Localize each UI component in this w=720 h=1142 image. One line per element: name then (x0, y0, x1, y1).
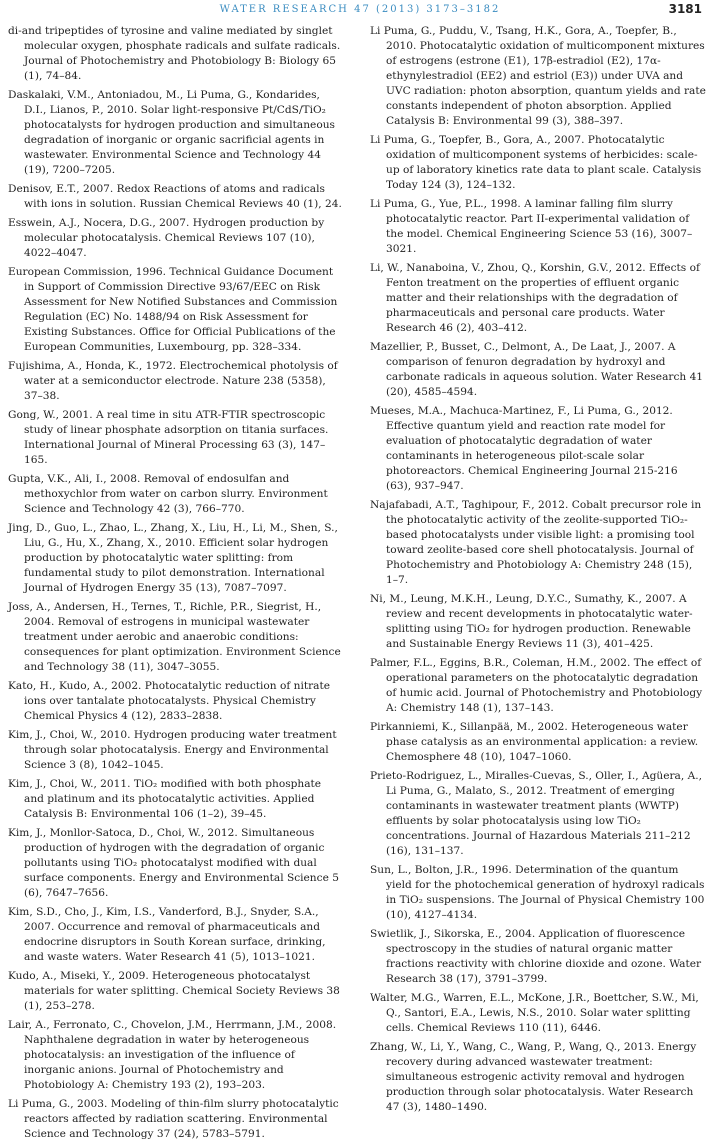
reference-entry: Ni, M., Leung, M.K.H., Leung, D.Y.C., Sumathy, K., 2007. A review and recent developments in photocatalytic water-splitting using TiO₂ for hydrogen production. Renewable and Sustainable Energy Reviews 11 (3), 401–425. (370, 593, 693, 650)
reference-entry: Walter, M.G., Warren, E.L., McKone, J.R., Boettcher, S.W., Mi, Q., Santori, E.A., Lewis, N.S., 2010. Solar water splitting cells. Chemical Reviews 110 (11), 6446. (370, 992, 699, 1034)
reference-entry: Li Puma, G., Yue, P.L., 1998. A laminar falling film slurry photocatalytic reactor. Part II-experimental validation of the model. Chemical Engineering Science 53 (16), 3007–3021. (370, 198, 693, 255)
reference-entry: Denisov, E.T., 2007. Redox Reactions of atoms and radicals with ions in solution. Russian Chemical Reviews 40 (1), 24. (8, 183, 342, 210)
reference-entry: Kim, J., Monllor-Satoca, D., Choi, W., 2012. Simultaneous production of hydrogen with the degradation of organic pollutants using TiO₂ photocatalyst modified with dual surface components. Energy and Environmental Science 5 (6), 7647–7656. (8, 827, 339, 899)
reference-entry: Zhang, W., Li, Y., Wang, C., Wang, P., Wang, Q., 2013. Energy recovery during advanced wastewater treatment: simultaneous estrogenic activity removal and hydrogen production through solar photocatalysis. Water Research 47 (3), 1480–1490. (370, 1041, 697, 1113)
reference-entry: Mazellier, P., Busset, C., Delmont, A., De Laat, J., 2007. A comparison of fenuron degradation by hydroxyl and carbonate radicals in aqueous solution. Water Research 41 (20), 4585–4594. (370, 341, 704, 398)
reference-entry: Gong, W., 2001. A real time in situ ATR-FTIR spectroscopic study of linear phosphate adsorption on titania surfaces. International Journal of Mineral Processing 63 (3), 147–165. (8, 409, 329, 466)
reference-entry: Jing, D., Guo, L., Zhao, L., Zhang, X., Liu, H., Li, M., Shen, S., Liu, G., Hu, X., Zhang, X., 2010. Efficient solar hydrogen production by photocatalytic water splitting: from fundamental study to pilot demonstration. International Journal of Hydrogen Energy 35 (13), 7087–7097. (8, 522, 338, 594)
reference-entry: Kim, J., Choi, W., 2011. TiO₂ modified with both phosphate and platinum and its photocatalytic activities. Applied Catalysis B: Environmental 106 (1–2), 39–45. (8, 778, 322, 820)
reference-entry: Esswein, A.J., Nocera, D.G., 2007. Hydrogen production by molecular photocatalysis. Chemical Reviews 107 (10), 4022–4047. (8, 217, 325, 259)
reference-entry: Kudo, A., Miseki, Y., 2009. Heterogeneous photocatalyst materials for water splitting. Chemical Society Reviews 38 (1), 253–278. (8, 970, 340, 1012)
journal-title: WATER RESEARCH 47 (2013) 3173–3182 (219, 4, 501, 15)
reference-entry: Kim, S.D., Cho, J., Kim, I.S., Vanderford, B.J., Snyder, S.A., 2007. Occurrence and removal of pharmaceuticals and endocrine disruptors in South Korean surface, drinking, and waste waters. Water Research 41 (5), 1013–1021. (8, 906, 326, 963)
reference-entry: Joss, A., Andersen, H., Ternes, T., Richle, P.R., Siegrist, H., 2004. Removal of estrogens in municipal wastewater treatment under aerobic and anaerobic conditions: consequences for plant optimization. Environment Science and Technology 38 (11), 3047–3055. (8, 601, 341, 673)
reference-entry: Li, W., Nanaboina, V., Zhou, Q., Korshin, G.V., 2012. Effects of Fenton treatment on the properties of effluent organic matter and their relationships with the degradation of pharmaceuticals and personal care products. Water Research 46 (2), 403–412. (370, 262, 700, 334)
reference-entry: Najafabadi, A.T., Taghipour, F., 2012. Cobalt precursor role in the photocatalytic activity of the zeolite-supported TiO₂-based photocatalysts under visible light: a promising tool toward zeolite-based core shell photocatalysis. Journal of Photochemistry and Photobiology A: Chemistry 248 (15), 1–7. (370, 499, 702, 586)
reference-entry: Lair, A., Ferronato, C., Chovelon, J.M., Herrmann, J.M., 2008. Naphthalene degradation in water by heterogeneous photocatalysis: an investigation of the influence of inorganic anions. Journal of Photochemistry and Photobiology A: Chemistry 193 (2), 193–203. (8, 1019, 337, 1091)
reference-entry: Palmer, F.L., Eggins, B.R., Coleman, H.M., 2002. The effect of operational parameters on the photocatalytic degradation of humic acid. Journal of Photochemistry and Photobiology A: Chemistry 148 (1), 137–143. (370, 657, 703, 714)
page-number: 3181 (668, 2, 702, 16)
reference-entry: Kim, J., Choi, W., 2010. Hydrogen producing water treatment through solar photocatalysis. Energy and Environmental Science 3 (8), 1042–1045. (8, 729, 337, 771)
reference-entry: di-and tripeptides of tyrosine and valine mediated by singlet molecular oxygen, phosphate radicals and sulfate radicals. Journal of Photochemistry and Photobiology B: Biology 65 (1), 74–84. (8, 25, 341, 82)
reference-entry: Fujishima, A., Honda, K., 1972. Electrochemical photolysis of water at a semiconductor electrode. Nature 238 (5358), 37–38. (8, 360, 338, 402)
references-right-column (370, 24, 706, 1113)
reference-entry: Kato, H., Kudo, A., 2002. Photocatalytic reduction of nitrate ions over tantalate photocatalysts. Physical Chemistry Chemical Physics 4 (12), 2833–2838. (8, 680, 331, 722)
reference-entry: Gupta, V.K., Ali, I., 2008. Removal of endosulfan and methoxychlor from water on carbon slurry. Environment Science and Technology 42 (3), 766–770. (8, 473, 328, 515)
reference-entry: Pirkanniemi, K., Sillanpää, M., 2002. Heterogeneous water phase catalysis as an environmental application: a review. Chemosphere 48 (10), 1047–1060. (370, 721, 699, 763)
reference-entry: Mueses, M.A., Machuca-Martinez, F., Li Puma, G., 2012. Effective quantum yield and reaction rate model for evaluation of photocatalytic degradation of water contaminants in heterogeneous pilot-scale solar photoreactors. Chemical Engineering Journal 215-216 (63), 937–947. (370, 405, 678, 492)
reference-entry: Li Puma, G., Toepfer, B., Gora, A., 2007. Photocatalytic oxidation of multicomponent systems of herbicides: scale-up of laboratory kinetics rate data to plant scale. Catalysis Today 124 (3), 124–132. (370, 134, 702, 191)
reference-entry: Swietlik, J., Sikorska, E., 2004. Application of fluorescence spectroscopy in the studies of natural organic matter fractions reactivity with chlorine dioxide and ozone. Water Research 38 (17), 3791–3799. (370, 928, 702, 985)
reference-entry: Li Puma, G., Puddu, V., Tsang, H.K., Gora, A., Toepfer, B., 2010. Photocatalytic oxidation of multicomponent mixtures of estrogens (estrone (E1), 17β-estradiol (E2), 17α-ethynylestradiol (EE2) and estriol (E3)) under UVA and UVC radiation: photon absorption, quantum yields and rate constants independent of photon absorption. Applied Catalysis B: Environmental 99 (3), 388–397. (370, 25, 706, 127)
references-left-column (8, 24, 344, 1140)
reference-entry: European Commission, 1996. Technical Guidance Document in Support of Commission Directive 93/67/EEC on Risk Assessment for New Notified Substances and Commission Regulation (EC) No. 1488/94 on Risk Assessment for Existing Substances. Office for Official Publications of the European Communities, Luxembourg, pp. 328–334. (8, 266, 338, 353)
running-header (0, 0, 720, 22)
reference-entry: Sun, L., Bolton, J.R., 1996. Determination of the quantum yield for the photochemical generation of hydroxyl radicals in TiO₂ suspensions. The Journal of Physical Chemistry 100 (10), 4127–4134. (370, 864, 705, 921)
reference-entry: Prieto-Rodriguez, L., Miralles-Cuevas, S., Oller, I., Agüera, A., Li Puma, G., Malato, S., 2012. Treatment of emerging contaminants in wastewater treatment plants (WWTP) effluents by solar photocatalysis using low TiO₂ concentrations. Journal of Hazardous Materials 211–212 (16), 131–137. (370, 770, 702, 857)
reference-entry: Li Puma, G., 2003. Modeling of thin-film slurry photocatalytic reactors affected by radiation scattering. Environmental Science and Technology 37 (24), 5783–5791. (8, 1098, 339, 1140)
reference-entry: Daskalaki, V.M., Antoniadou, M., Li Puma, G., Kondarides, D.I., Lianos, P., 2010. Solar light-responsive Pt/CdS/TiO₂ photocatalysts for hydrogen production and simultaneous degradation of inorganic or organic sacrificial agents in wastewater. Environmental Science and Technology 44 (19), 7200–7205. (8, 89, 335, 176)
